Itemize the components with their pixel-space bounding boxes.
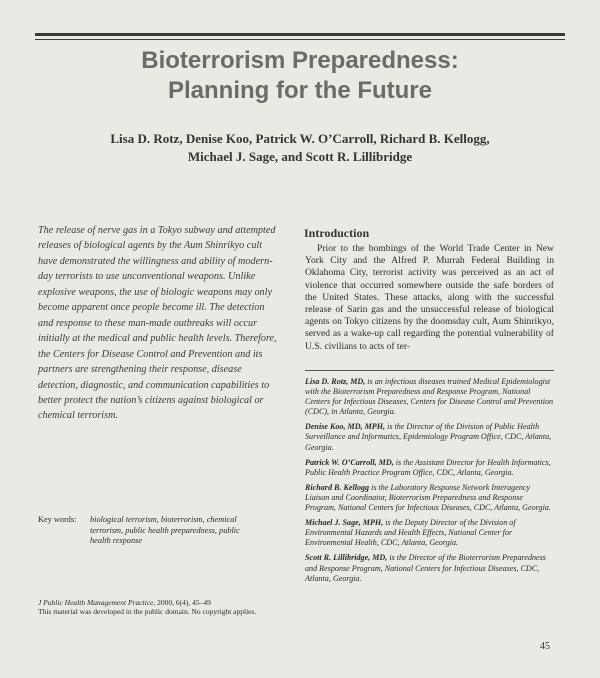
author-bio xyxy=(305,553,555,583)
page-number: 45 xyxy=(540,641,550,652)
bio-name: Scott R. Lillibridge, MD, xyxy=(305,553,388,563)
citation xyxy=(38,598,283,617)
article-title xyxy=(0,46,600,106)
bio-name: Denise Koo, MD, MPH, xyxy=(305,422,386,432)
bio-text: is the Laboratory Response Network Interagency Liaison and Coordinator, Bioterrorism Preparedness and Response Program, National Centers for Infectious Diseases, CDC, Atlanta, Georgia. xyxy=(305,482,551,513)
bio-name: Lisa D. Rotz, MD, xyxy=(305,377,366,386)
author-bio xyxy=(305,422,555,452)
top-rule-thick xyxy=(35,33,565,36)
author-bio xyxy=(305,518,555,548)
keywords-label: Key words: xyxy=(38,515,77,524)
authors-line-1: Lisa D. Rotz, Denise Koo, Patrick W. O’Carroll, Richard B. Kellogg, xyxy=(110,131,490,146)
author-bio xyxy=(305,458,555,478)
introduction-paragraph xyxy=(305,243,554,353)
bio-text: is an infectious diseases trained Medical Epidemiologist with the Bioterrorism Preparedness and Response Program, National Centers for Infectious Diseases, Centers for Disease Control and Prevention (CDC), in Atlanta, Georgia. xyxy=(305,377,554,417)
title-line-2: Planning for the Future xyxy=(168,77,432,104)
citation-journal: J Public Health Management Practice, xyxy=(38,598,156,607)
citation-details: 2000, 6(4), 45–49 xyxy=(157,598,211,607)
bio-name: Michael J. Sage, MPH, xyxy=(305,518,384,528)
introduction-text: Prior to the bombings of the World Trade Center in New York City and the Alfred P. Murrah Federal Building in Oklahoma City, terrorist activity was perceived as an act of violence that occurred somewhere outside the safe borders of the United States. These attacks, along with the successful release of Sarin gas and the unsuccessful release of biological agents on Tokyo citizens by the doomsday cult, Aum Shinrikyo, served as a wake-up call regarding the potential vulnerability of U.S. civilians to acts of ter- xyxy=(305,243,554,352)
keywords xyxy=(38,515,288,547)
authors-line-2: Michael J. Sage, and Scott R. Lillibridge xyxy=(187,149,413,164)
footnote-divider xyxy=(305,370,554,371)
copyright-note: This material was developed in the public domain. No copyright applies. xyxy=(38,607,257,617)
title-line-1: Bioterrorism Preparedness: xyxy=(141,47,459,74)
author-bio xyxy=(305,483,555,513)
section-heading-introduction: Introduction xyxy=(304,226,370,240)
abstract: The release of nerve gas in a Tokyo subway and attempted releases of biological agents by the Aum Shinrikyo cult have demonstrated the willingness and ability of modern-day terrorists to use unconventional weapons. Unlike explosive weapons, the use of biologic weapons may only become apparent once people become ill. The detection and response to these man-made outbreaks will occur initially at the medical and public health levels. Therefore, the Centers for Disease Control and Prevention and its partners are strengthening their response, disease detection, diagnostic, and communication capabilities to better protect the nation’s citizens against biological or chemical terrorism. xyxy=(38,225,277,422)
bio-name: Patrick W. O’Carroll, MD, xyxy=(305,457,394,467)
author-bio xyxy=(305,377,555,417)
bio-text: is the Assistant Director for Health Informatics, Public Health Practice Program Office, CDC, Atlanta, Georgia. xyxy=(305,457,551,477)
bio-text: is the Deputy Director of the Division of Environmental Hazards and Health Effects, National Center for Environmental Health, CDC, Atlanta, Georgia. xyxy=(305,518,516,548)
keywords-text: biological terrorism, bioterrorism, chemical terrorism, public health preparedness, public health response xyxy=(90,515,240,546)
bio-name: Richard B. Kellogg xyxy=(305,482,370,492)
author-bios xyxy=(305,377,555,589)
bio-text: is the Director of the Division of Public Health Surveillance and Informatics, Epidemiology Program Office, CDC, Atlanta, Georgia. xyxy=(305,422,552,452)
top-rule-thin xyxy=(35,39,565,40)
bio-text: is the Director of the Bioterrorism Preparedness and Response Program, National Centers for Infectious Diseases, CDC, Atlanta, Georgia. xyxy=(305,553,546,583)
author-list xyxy=(40,130,560,166)
